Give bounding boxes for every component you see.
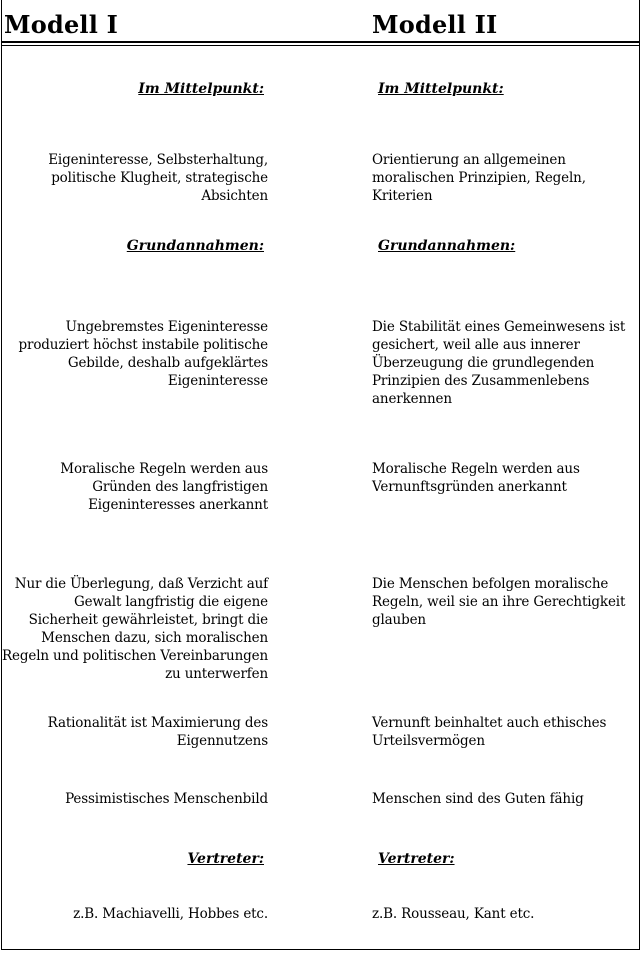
focus-left-text: Eigeninteresse, Selbsterhaltung, politische Klugheit, strategische Absichten — [48, 152, 268, 204]
assumption-row-2-right: Moralische Regeln werden aus Vernunftsgründen anerkannt — [372, 461, 580, 495]
title-modell-1: Modell I — [4, 10, 119, 39]
assumption-row-4-left: Rationalität ist Maximierung des Eigennutzens — [47, 715, 268, 749]
assumption-row-4-right: Vernunft beinhaltet auch ethisches Urteilsvermögen — [372, 715, 607, 749]
assumption-row-5-left: Pessimistisches Menschenbild — [65, 791, 268, 807]
heading-representatives-left: Vertreter: — [187, 851, 264, 867]
title-modell-2: Modell II — [372, 10, 498, 39]
assumption-row-2-left: Moralische Regeln werden aus Gründen des langfristigen Eigeninteresses anerkannt — [60, 461, 268, 513]
header-rule-thick — [1, 41, 639, 43]
assumption-row-1-left: Ungebremstes Eigeninteresse produziert höchst instabile politische Gebilde, deshalb aufgeklärtes Eigeninteresse — [18, 319, 268, 389]
representatives-left-text: z.B. Machiavelli, Hobbes etc. — [73, 906, 268, 922]
focus-right-text: Orientierung an allgemeinen moralischen Prinzipien, Regeln, Kriterien — [372, 152, 586, 204]
header-rule-thin — [1, 45, 639, 46]
assumption-row-5-right: Menschen sind des Guten fähig — [372, 791, 584, 807]
assumption-row-1-right: Die Stabilität eines Gemeinwesens ist gesichert, weil alle aus innerer Überzeugung die grundlegenden Prinzipien des Zusammenlebens anerkennen — [372, 319, 626, 407]
heading-assumptions-left: Grundannahmen: — [126, 238, 264, 254]
heading-representatives-right: Vertreter: — [378, 851, 455, 867]
assumption-row-3-left: Nur die Überlegung, daß Verzicht auf Gewalt langfristig die eigene Sicherheit gewährleistet, bringt die Menschen dazu, sich moralischen Regeln und politischen Vereinbarungen zu unterwerfen — [2, 576, 268, 682]
heading-focus-left: Im Mittelpunkt: — [138, 81, 264, 97]
assumption-row-3-right: Die Menschen befolgen moralische Regeln, weil sie an ihre Gerechtigkeit glauben — [372, 576, 626, 628]
heading-focus-right: Im Mittelpunkt: — [378, 81, 504, 97]
heading-assumptions-right: Grundannahmen: — [378, 238, 516, 254]
representatives-right-text: z.B. Rousseau, Kant etc. — [372, 906, 535, 922]
